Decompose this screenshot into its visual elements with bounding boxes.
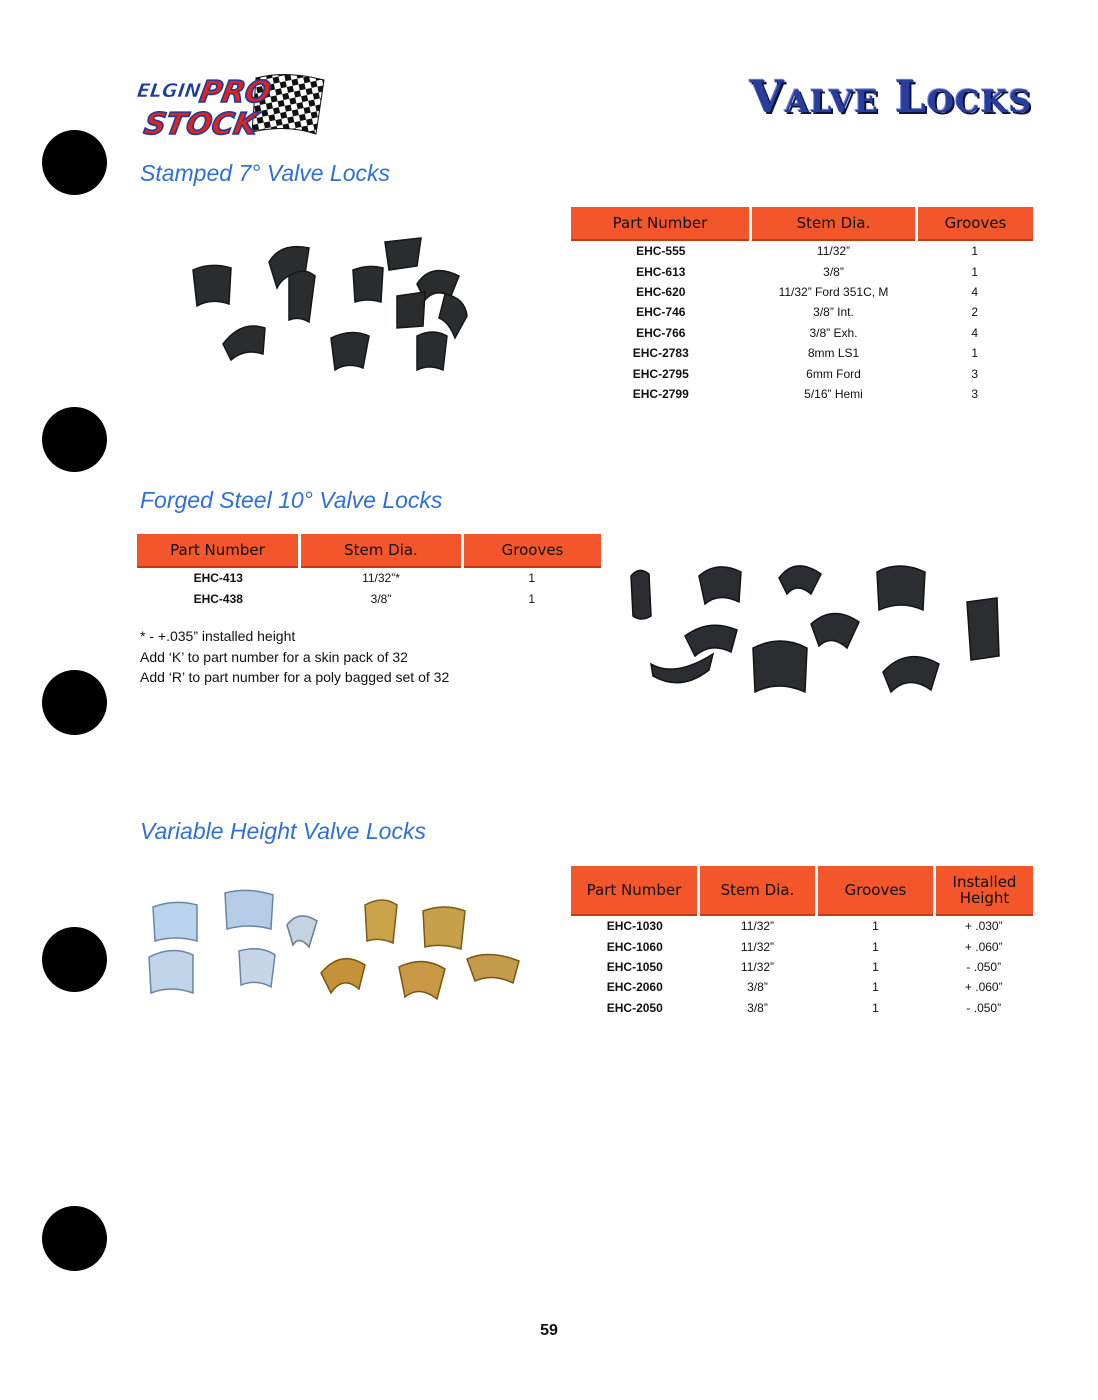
part-number-cell: EHC-766 <box>636 325 686 340</box>
header-stem-dia: Stem Dia. <box>751 207 917 240</box>
table-row <box>571 977 1033 997</box>
stem-dia-cell: 3/8” <box>823 264 844 279</box>
table-row <box>571 282 1033 302</box>
part-number-cell: EHC-1030 <box>606 919 663 934</box>
table-row <box>571 957 1033 977</box>
grooves-cell: 4 <box>971 325 979 340</box>
table-row <box>571 343 1033 363</box>
stem-dia-cell: 3/8” <box>747 980 768 995</box>
header-part-number: Part Number <box>571 207 751 240</box>
stamped-locks-table <box>571 207 1033 404</box>
grooves-cell: 3 <box>971 366 979 381</box>
grooves-cell: 4 <box>971 284 979 299</box>
header-stem-dia: Stem Dia. <box>300 534 463 567</box>
elgin-pro-stock-logo <box>136 70 326 142</box>
part-number-cell: EHC-2060 <box>606 980 663 995</box>
part-number-cell: EHC-2783 <box>632 346 689 361</box>
part-number-cell: EHC-438 <box>193 591 243 606</box>
table-row <box>571 240 1033 261</box>
grooves-cell: 1 <box>971 346 979 361</box>
forged-locks-table <box>137 534 601 609</box>
installed-height-cell: + .060” <box>964 980 1003 995</box>
binder-hole-5 <box>42 1206 107 1271</box>
grooves-cell: 2 <box>971 305 979 320</box>
stem-dia-cell: 11/32” Ford 351C, M <box>778 284 889 299</box>
variable-height-locks-table <box>571 866 1033 1018</box>
installed-height-cell: - .050” <box>966 1000 1002 1015</box>
grooves-cell: 1 <box>872 980 879 995</box>
part-number-cell: EHC-2799 <box>632 386 689 401</box>
grooves-cell: 3 <box>971 386 979 401</box>
part-number-cell: EHC-746 <box>636 305 686 320</box>
note-poly-bag: Add ‘R’ to part number for a poly bagged set of 32 <box>140 669 450 685</box>
stem-dia-cell: 3/8” <box>747 1000 768 1015</box>
table-row <box>137 567 601 588</box>
page-number: 59 <box>540 1322 558 1339</box>
stamped-valve-locks-photo <box>185 232 475 372</box>
table-row <box>137 588 601 608</box>
grooves-cell: 1 <box>872 959 879 974</box>
part-number-cell: EHC-555 <box>636 244 686 259</box>
stem-dia-cell: 6mm Ford <box>806 366 861 381</box>
binder-hole-4 <box>42 927 107 992</box>
table-row <box>571 302 1033 322</box>
table-row <box>571 323 1033 343</box>
binder-hole-3 <box>42 670 107 735</box>
svg-text:ELGIN: ELGIN <box>136 79 203 102</box>
note-installed-height: * - +.035” installed height <box>140 628 296 644</box>
grooves-cell: 1 <box>872 1000 879 1015</box>
stem-dia-cell: 3/8” Int. <box>813 305 854 320</box>
stem-dia-cell: 11/32” <box>816 244 851 259</box>
header-stem-dia: Stem Dia. <box>699 866 817 915</box>
table-row <box>571 384 1033 404</box>
section-title-forged: Forged Steel 10° Valve Locks <box>140 487 443 513</box>
table-row <box>571 363 1033 383</box>
header-grooves: Grooves <box>917 207 1034 240</box>
svg-text:STOCK: STOCK <box>141 107 261 142</box>
stem-dia-cell: 11/32” <box>740 939 775 954</box>
forged-valve-locks-photo <box>625 552 1015 702</box>
part-number-cell: EHC-620 <box>636 284 686 299</box>
part-number-cell: EHC-413 <box>193 571 243 586</box>
binder-hole-2 <box>42 407 107 472</box>
part-number-cell: EHC-1060 <box>606 939 663 954</box>
part-number-cell: EHC-1050 <box>606 959 663 974</box>
note-skin-pack: Add ‘K’ to part number for a skin pack of 32 <box>140 648 408 665</box>
stem-dia-cell: 11/32” <box>740 959 775 974</box>
header-installed-height: Installed Height <box>935 866 1034 915</box>
section-title-stamped: Stamped 7° Valve Locks <box>140 160 390 186</box>
table-row <box>571 261 1033 281</box>
header-part-number: Part Number <box>137 534 300 567</box>
header-grooves: Grooves <box>463 534 602 567</box>
stem-dia-cell: 3/8” <box>370 591 392 606</box>
binder-hole-1 <box>42 130 107 195</box>
installed-height-cell: + .030” <box>964 919 1003 934</box>
part-number-cell: EHC-613 <box>636 264 686 279</box>
header-part-number: Part Number <box>571 866 699 915</box>
grooves-cell: 1 <box>872 939 879 954</box>
table-row <box>571 998 1033 1018</box>
section-title-variable: Variable Height Valve Locks <box>140 818 426 844</box>
grooves-cell: 1 <box>971 244 979 259</box>
variable-height-valve-locks-photo <box>145 885 530 1015</box>
table-row <box>571 936 1033 956</box>
table-row <box>571 915 1033 936</box>
stem-dia-cell: 5/16” Hemi <box>804 386 863 401</box>
part-number-cell: EHC-2050 <box>606 1000 663 1015</box>
grooves-cell: 1 <box>528 571 536 586</box>
svg-text:PRO: PRO <box>196 75 274 110</box>
stem-dia-cell: 11/32”* <box>362 571 400 586</box>
grooves-cell: 1 <box>872 919 879 934</box>
installed-height-cell: - .050” <box>966 959 1002 974</box>
stem-dia-cell: 3/8” Exh. <box>809 325 858 340</box>
page-title: Valve Locks <box>749 72 1032 123</box>
stem-dia-cell: 8mm LS1 <box>807 346 860 361</box>
installed-height-cell: + .060” <box>964 939 1003 954</box>
stem-dia-cell: 11/32” <box>740 919 775 934</box>
grooves-cell: 1 <box>528 591 536 606</box>
header-grooves: Grooves <box>817 866 935 915</box>
grooves-cell: 1 <box>971 264 979 279</box>
part-number-cell: EHC-2795 <box>632 366 689 381</box>
ordering-notes <box>140 626 449 688</box>
